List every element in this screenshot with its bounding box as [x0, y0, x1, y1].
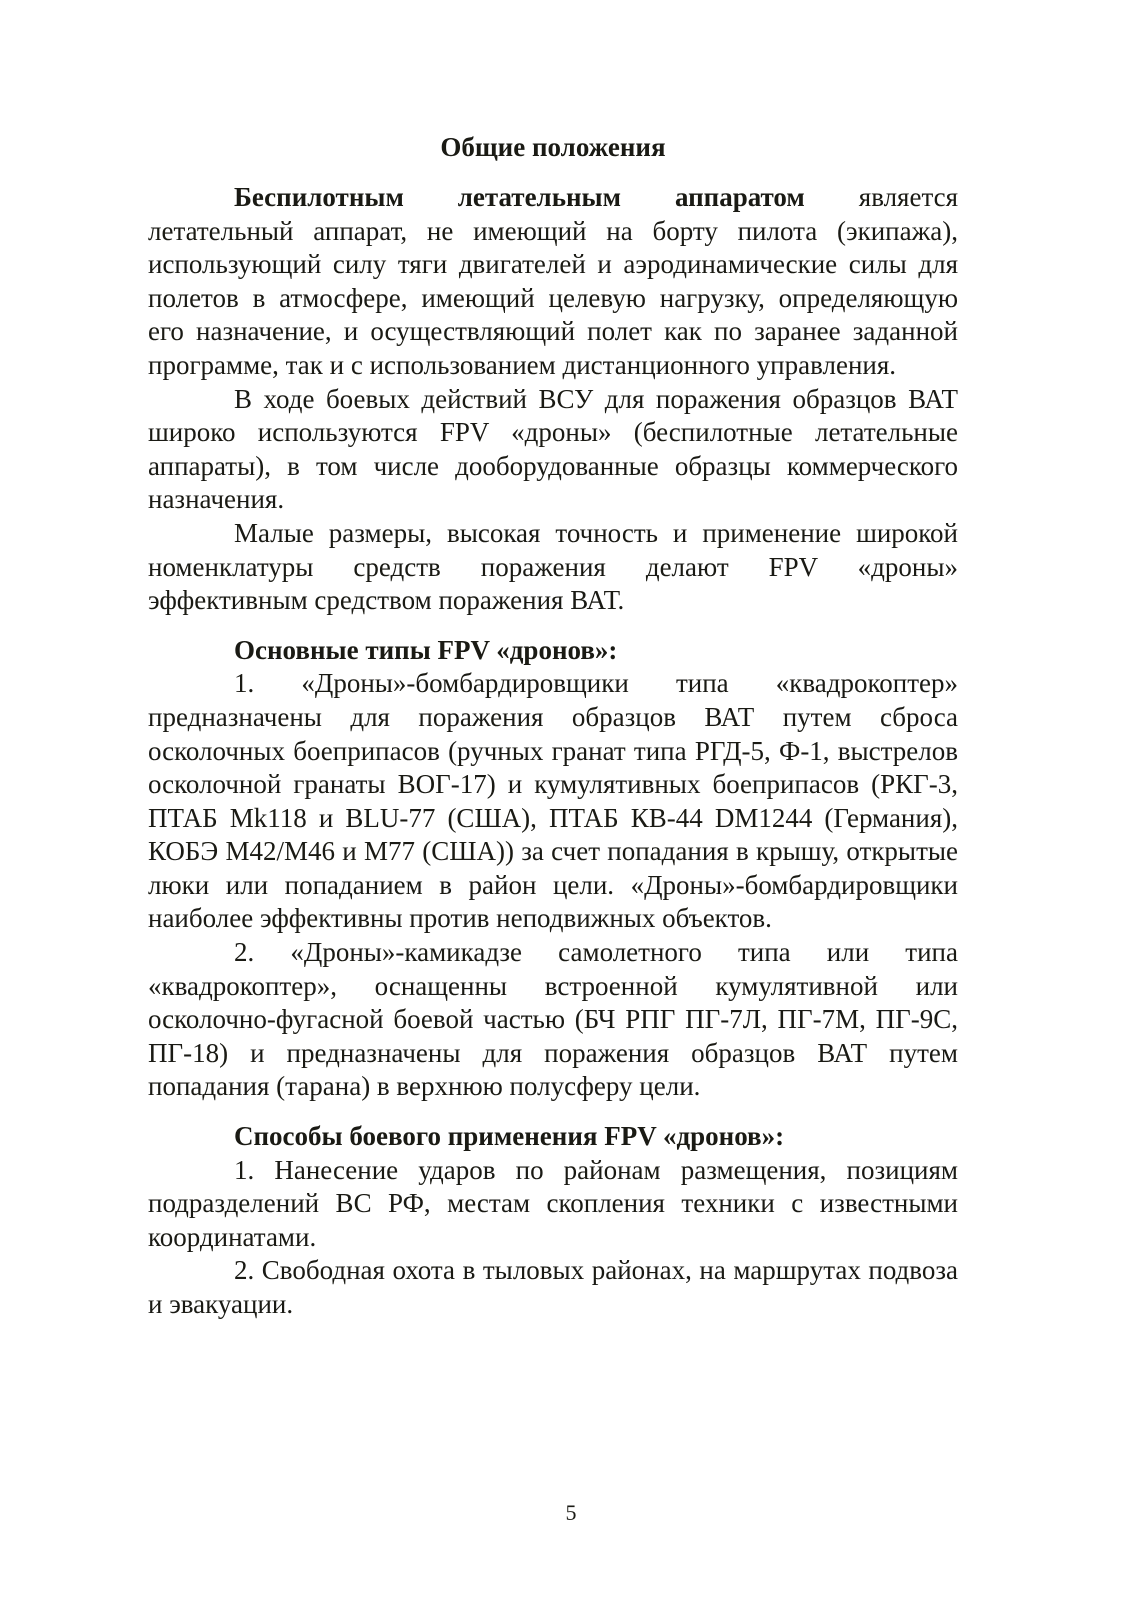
page-title: Общие положения	[440, 132, 666, 162]
section-heading-types: Основные типы FPV «дронов»:	[234, 634, 618, 665]
list-item: 1. «Дроны»-бомбардировщики типа «квадрокоптер» предназначены для поражения образцов ВАТ путем сброса осколочных боеприпасов (ручных гранат типа РГД-5, Ф-1, выстрелов осколочной гранаты ВОГ-17) и кумулятивных боеприпасов (РКГ-3, ПТАБ Mk118 и BLU-77 (США), ПТАБ КВ-44 DM1244 (Германия), КОБЭ M42/M46 и M77 (США)) за счет попадания в крышу, открытые люки или попаданием в район цели. «Дроны»-бомбардировщики наиболее эффективны против неподвижных объектов.	[148, 668, 958, 934]
document-page	[148, 130, 958, 1322]
definition-text: является летательный аппарат, не имеющий на борту пилота (экипажа), использующий силу тяги двигателей и аэродинамические силы для полетов в атмосфере, имеющий целевую нагрузку, определяющую его назначение, и осуществляющий полет как по заранее заданной программе, так и с использованием дистанционного управления.	[148, 182, 958, 380]
list-item: 2. Свободная охота в тыловых районах, на маршрутах подвоза и эвакуации.	[148, 1255, 958, 1319]
definition-paragraph	[148, 181, 958, 383]
defined-term: Беспилотным летательным аппаратом	[234, 182, 805, 212]
list-item: 2. «Дроны»-камикадзе самолетного типа или типа «квадрокоптер», оснащенны встроенной кумулятивной или осколочно-фугасной боевой частью (БЧ РПГ ПГ-7Л, ПГ-7М, ПГ-9С, ПГ-18) и предназначены для поражения образцов ВАТ путем попадания (тарана) в верхнюю полусферу цели.	[148, 937, 958, 1102]
page-number: 5	[565, 1500, 577, 1525]
intro-paragraph: В ходе боевых действий ВСУ для поражения образцов ВАТ широко используются FPV «дроны» (беспилотные летательные аппараты), в том числе дооборудованные образцы коммерческого назначения.	[148, 383, 958, 515]
section-heading-methods: Способы боевого применения FPV «дронов»:	[234, 1121, 785, 1152]
intro-paragraph: Малые размеры, высокая точность и применение широкой номенклатуры средств поражения делают FPV «дроны» эффективным средством поражения ВАТ.	[148, 517, 958, 616]
list-item: 1. Нанесение ударов по районам размещения, позициям подразделений ВС РФ, местам скопления техники с известными координатами.	[148, 1154, 958, 1252]
